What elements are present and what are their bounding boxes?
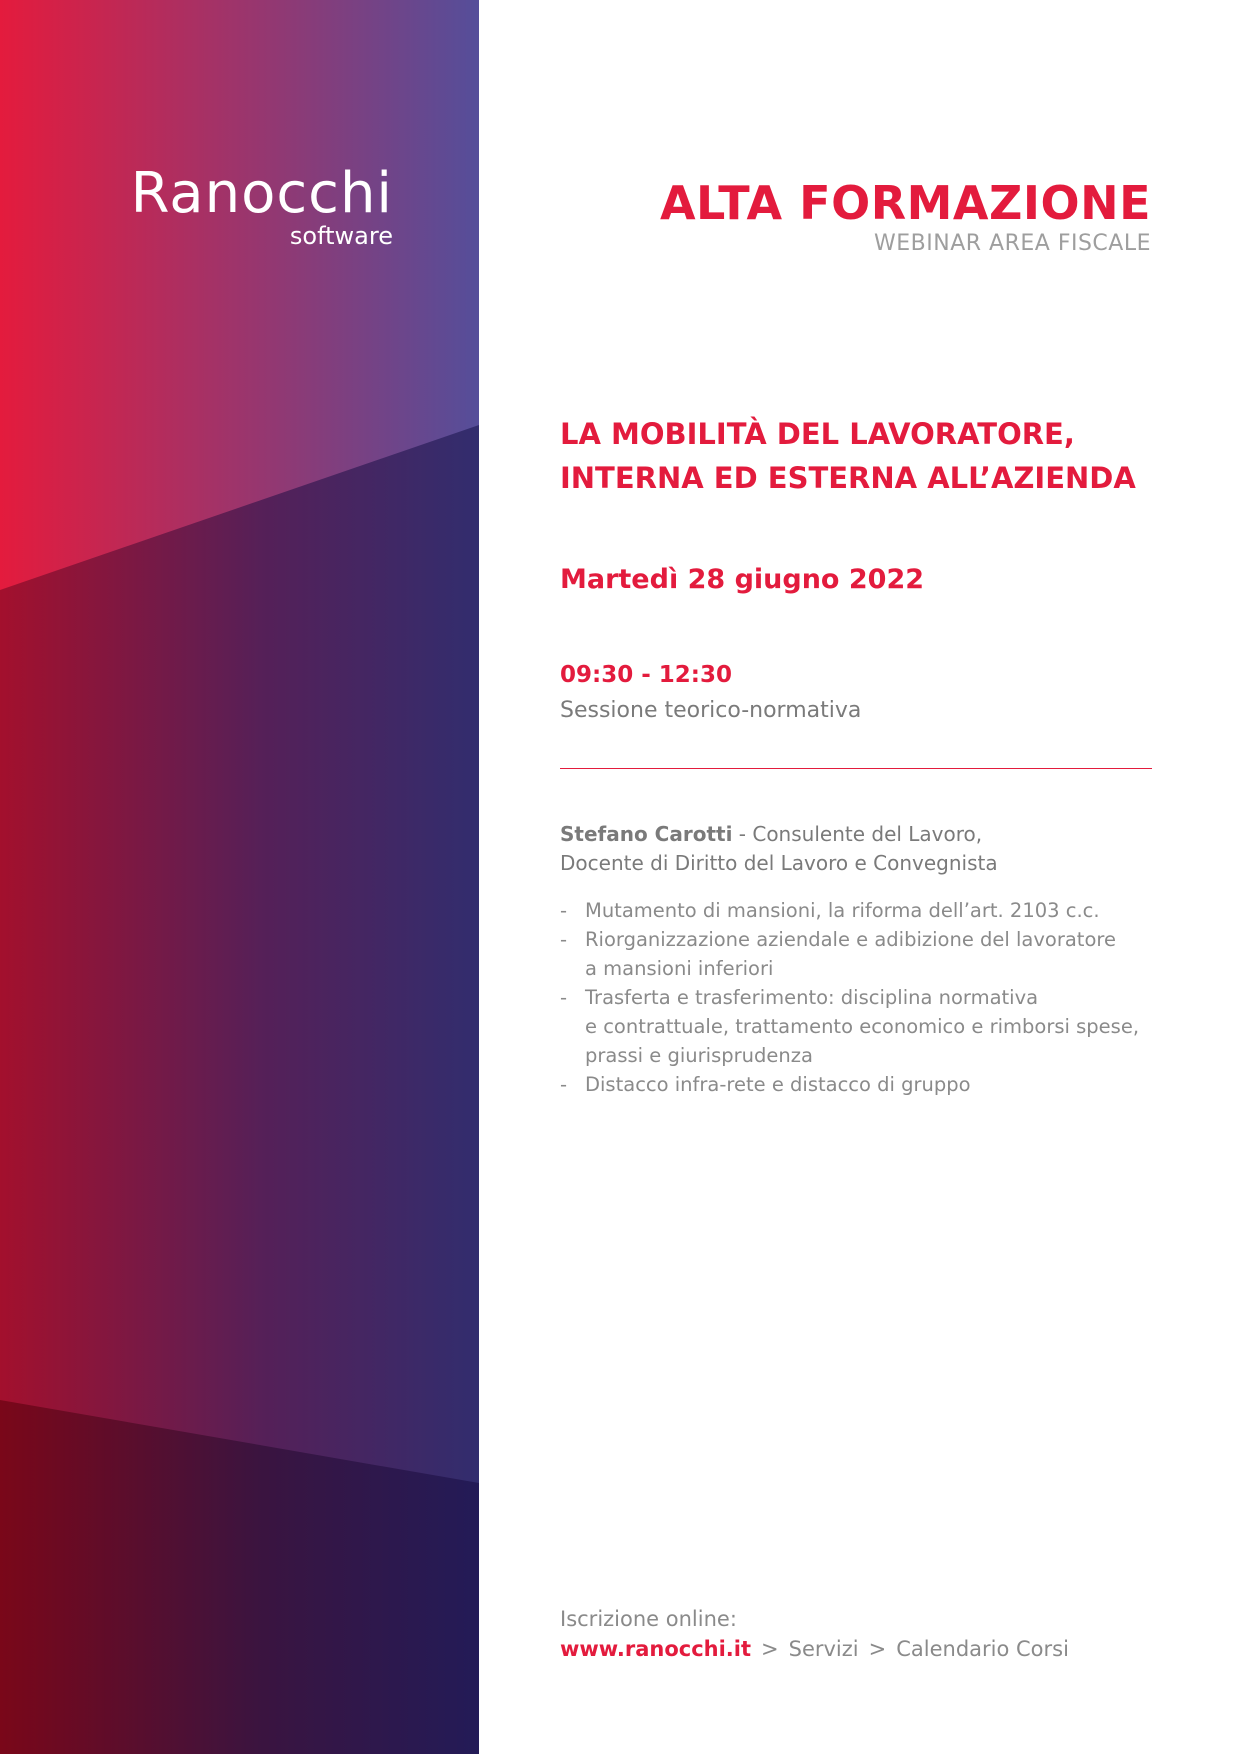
event-date: Martedì 28 giugno 2022: [560, 564, 925, 595]
topics-list: [560, 896, 1152, 1099]
bullet-dash: -: [560, 1073, 568, 1096]
bullet-dash: -: [560, 986, 568, 1009]
program-title: ALTA FORMAZIONE: [659, 176, 1151, 230]
website-link[interactable]: www.ranocchi.it: [560, 1637, 751, 1661]
topic-line: a mansioni inferiori: [585, 957, 774, 980]
breadcrumb-servizi: Servizi: [788, 1637, 859, 1661]
session-type: Sessione teorico-normativa: [560, 698, 862, 723]
event-title: [560, 412, 1152, 500]
topic-line: Mutamento di mansioni, la riforma dell’art. 2103 c.c.: [585, 899, 1100, 922]
company-logo: [130, 161, 393, 250]
topic-item: [560, 896, 1152, 925]
program-subtitle: WEBINAR AREA FISCALE: [874, 231, 1151, 256]
topic-line: prassi e giurisprudenza: [585, 1044, 813, 1067]
topic-line: Distacco infra-rete e distacco di gruppo: [585, 1073, 971, 1096]
bullet-dash: -: [560, 928, 568, 951]
logo-subtitle: software: [289, 222, 393, 250]
event-title-line: LA MOBILITÀ DEL LAVORATORE,: [560, 417, 1075, 451]
gradient-shapes: [0, 0, 479, 1754]
topic-line: e contrattuale, trattamento economico e rimborsi spese,: [585, 1015, 1140, 1038]
topic-line: Riorganizzazione aziendale e adibizione del lavoratore: [585, 928, 1116, 951]
breadcrumb-separator: >: [761, 1637, 779, 1661]
bullet-dash: -: [560, 899, 568, 922]
topic-item: [560, 983, 1152, 1070]
breadcrumb-separator: >: [868, 1637, 887, 1661]
breadcrumb-calendario-corsi: Calendario Corsi: [896, 1637, 1069, 1661]
signup-path: [560, 1634, 1152, 1664]
event-title-line: INTERNA ED ESTERNA ALL’AZIENDA: [560, 461, 1136, 495]
signup-section: [560, 1604, 1152, 1664]
topic-item: [560, 925, 1152, 983]
speaker-info: [560, 820, 1152, 878]
logo-wordmark: Ranocchi: [130, 161, 393, 226]
speaker-role-line: Docente di Diritto del Lavoro e Convegnista: [560, 851, 998, 875]
speaker-line: [560, 820, 1152, 849]
signup-label: Iscrizione online:: [560, 1607, 737, 1631]
topic-line: Trasferta e trasferimento: disciplina normativa: [585, 986, 1039, 1009]
decorative-gradient-panel: [0, 0, 479, 1754]
program-header: [660, 176, 1151, 258]
event-time: 09:30 - 12:30: [560, 662, 732, 688]
topic-item: [560, 1070, 1152, 1099]
speaker-name: Stefano Carotti: [560, 822, 733, 846]
speaker-role: - Consulente del Lavoro,: [732, 822, 983, 846]
section-divider: [560, 768, 1152, 769]
